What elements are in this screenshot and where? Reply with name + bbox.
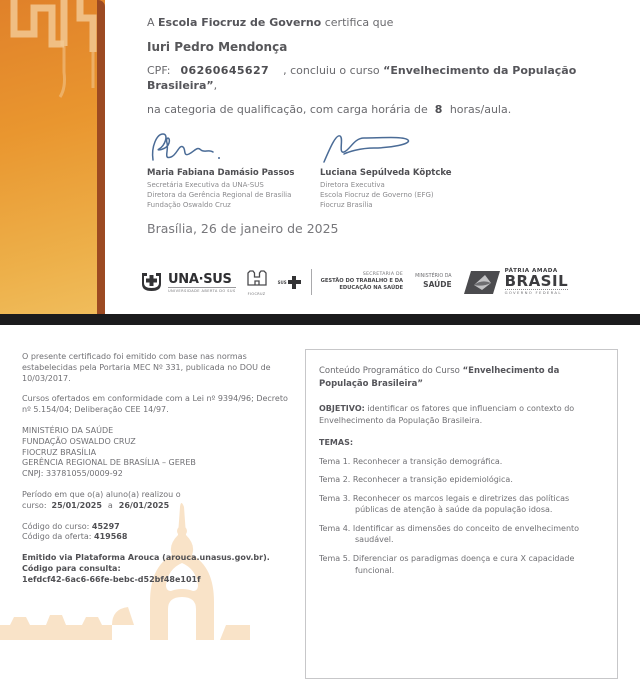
offer-code-value: 419568 bbox=[94, 532, 128, 542]
workload-line: na categoria de qualificação, com carga horária de 8 horas/aula. bbox=[147, 102, 512, 116]
certify-line: A Escola Fiocruz de Governo certifica que bbox=[147, 16, 394, 29]
legal-text-column bbox=[22, 352, 294, 586]
orange-side-band bbox=[0, 0, 105, 315]
unasus-text bbox=[168, 272, 236, 293]
certificate-back-page bbox=[0, 325, 640, 640]
certificate-front-page bbox=[0, 0, 640, 315]
signature-block-left bbox=[147, 130, 315, 210]
objective-paragraph: OBJETIVO: identificar os fatores que influenciam o contexto do Envelhecimento da População Brasileira. bbox=[319, 403, 575, 425]
course-content-box bbox=[305, 349, 618, 679]
student-name: Iuri Pedro Mendonça bbox=[147, 39, 288, 54]
temas-label: TEMAS: bbox=[319, 437, 354, 447]
conformity-paragraph: Cursos ofertados em conformidade com a Lei nº 9394/96; Decreto nº 5.154/04; Deliberação CEE 14/97. bbox=[22, 394, 288, 415]
patria-amada-brasil-logo: PÁTRIA AMADA BRASIL GOVERNO FEDERAL bbox=[504, 267, 569, 296]
logos-strip bbox=[139, 263, 568, 301]
program-course-title: “Envelhecimento da População Brasileira” bbox=[319, 366, 560, 389]
signatory-role: Secretária Executiva da UNA-SUS bbox=[147, 181, 264, 189]
norms-paragraph: O presente certificado foi emitido com base nas normas estabelecidas pela Portaria MEC Nº 331, publicada no DOU de 10/03/2017. bbox=[22, 352, 271, 383]
page-divider-band bbox=[0, 314, 640, 325]
signature-ink-right bbox=[320, 130, 416, 166]
course-code-value: 45297 bbox=[91, 521, 120, 531]
sus-label: SUS bbox=[277, 279, 287, 285]
sus-logo bbox=[278, 276, 301, 289]
hours-value: 8 bbox=[434, 102, 443, 116]
fiocruz-caption: FIOCRUZ bbox=[247, 292, 266, 296]
org-line: FIOCRUZ BRASÍLIA bbox=[22, 447, 97, 457]
fiocruz-castle-icon bbox=[246, 268, 268, 288]
offer-code-line: Código da oferta: 419568 bbox=[22, 532, 128, 542]
org-line: GERÊNCIA REGIONAL DE BRASÍLIA – GEREB bbox=[22, 458, 196, 468]
verification-code: 1efdcf42-6ac6-66fe-bebc-d52bf48e101f bbox=[22, 574, 201, 584]
tema-item: Tema 3. Reconhecer os marcos legais e diretrizes das políticas públicas de atenção à saúde da população idosa. bbox=[319, 493, 570, 515]
emitted-note: Emitido via Plataforma Arouca (arouca.unasus.gov.br). Código para consulta: 1efdcf42-6ac6-66fe-bebc-d52bf48e101f bbox=[22, 553, 294, 585]
objective-label: OBJETIVO: bbox=[319, 403, 365, 413]
secretaria-logo-text: SECRETARIA DE GESTÃO DO TRABALHO E DA EDUCAÇÃO NA SAÚDE bbox=[320, 272, 404, 291]
unasus-logo bbox=[139, 270, 236, 294]
signatory-role: Escola Fiocruz de Governo (EFG) bbox=[320, 191, 434, 200]
tema-item: Tema 2. Reconhecer a transição epidemiológica. bbox=[319, 475, 513, 485]
unasus-icon bbox=[139, 270, 164, 294]
signatory-name: Maria Fabiana Damásio Passos bbox=[147, 168, 295, 178]
org-block bbox=[22, 426, 294, 480]
ministerio-saude-logo-text: MINISTÉRIO DA SAÚDE bbox=[415, 274, 452, 290]
sus-cross-icon bbox=[288, 276, 301, 289]
cpf-course-line: CPF: 06260645627 , concluiu o curso “Envelhecimento da População Brasileira”, bbox=[147, 63, 577, 92]
logo-divider bbox=[311, 269, 312, 295]
castle-outline-ornament bbox=[0, 0, 105, 150]
fiocruz-logo bbox=[246, 268, 268, 296]
org-line: MINISTÉRIO DA SAÚDE bbox=[22, 425, 114, 435]
signature-block-right bbox=[320, 130, 488, 210]
signatory-name: Luciana Sepúlveda Köptcke bbox=[320, 168, 452, 178]
tema-item: Tema 5. Diferenciar os paradigmas doença e cura X capacidade funcional. bbox=[319, 554, 575, 575]
org-cnpj: CNPJ: 33781055/0009-92 bbox=[22, 469, 123, 479]
tema-item: Tema 1. Reconhecer a transição demográfica. bbox=[319, 456, 503, 466]
program-title: Conteúdo Programático do Curso “Envelhecimento da População Brasileira” bbox=[319, 366, 560, 389]
signature-ink-left bbox=[147, 130, 225, 166]
period-start-date: 25/01/2025 bbox=[51, 500, 102, 510]
course-period-line: Período em que o(a) aluno(a) realizou o curso: 25/01/2025 a 26/01/2025 bbox=[22, 489, 181, 510]
unasus-name: UNA·SUS bbox=[168, 271, 232, 287]
cpf-value: 06260645627 bbox=[180, 63, 270, 77]
brazil-flag-icon bbox=[464, 271, 500, 294]
course-title: “Envelhecimento da População Brasileira” bbox=[147, 63, 577, 92]
cpf-label: CPF: bbox=[147, 63, 171, 77]
signatory-role: Fundação Oswaldo Cruz bbox=[147, 201, 231, 210]
org-line: FUNDAÇÃO OSWALDO CRUZ bbox=[22, 436, 136, 446]
tema-item: Tema 4. Identificar as dimensões do conceito de envelhecimento saudável. bbox=[319, 523, 580, 545]
front-content bbox=[147, 16, 624, 126]
issuer-name: Escola Fiocruz de Governo bbox=[158, 16, 322, 29]
signatory-role: Fiocruz Brasília bbox=[320, 201, 373, 210]
unasus-subtitle: UNIVERSIDADE ABERTA DO SUS bbox=[168, 288, 236, 293]
period-end-date: 26/01/2025 bbox=[118, 500, 170, 510]
place-date: Brasília, 26 de janeiro de 2025 bbox=[147, 221, 339, 236]
band-dark-edge bbox=[97, 0, 105, 315]
signatures-row bbox=[147, 130, 493, 210]
course-code-line: Código do curso: 45297 bbox=[22, 521, 120, 531]
signatory-role: Diretora Executiva bbox=[320, 181, 385, 189]
signatory-role: Diretora da Gerência Regional de Brasília bbox=[147, 191, 292, 200]
